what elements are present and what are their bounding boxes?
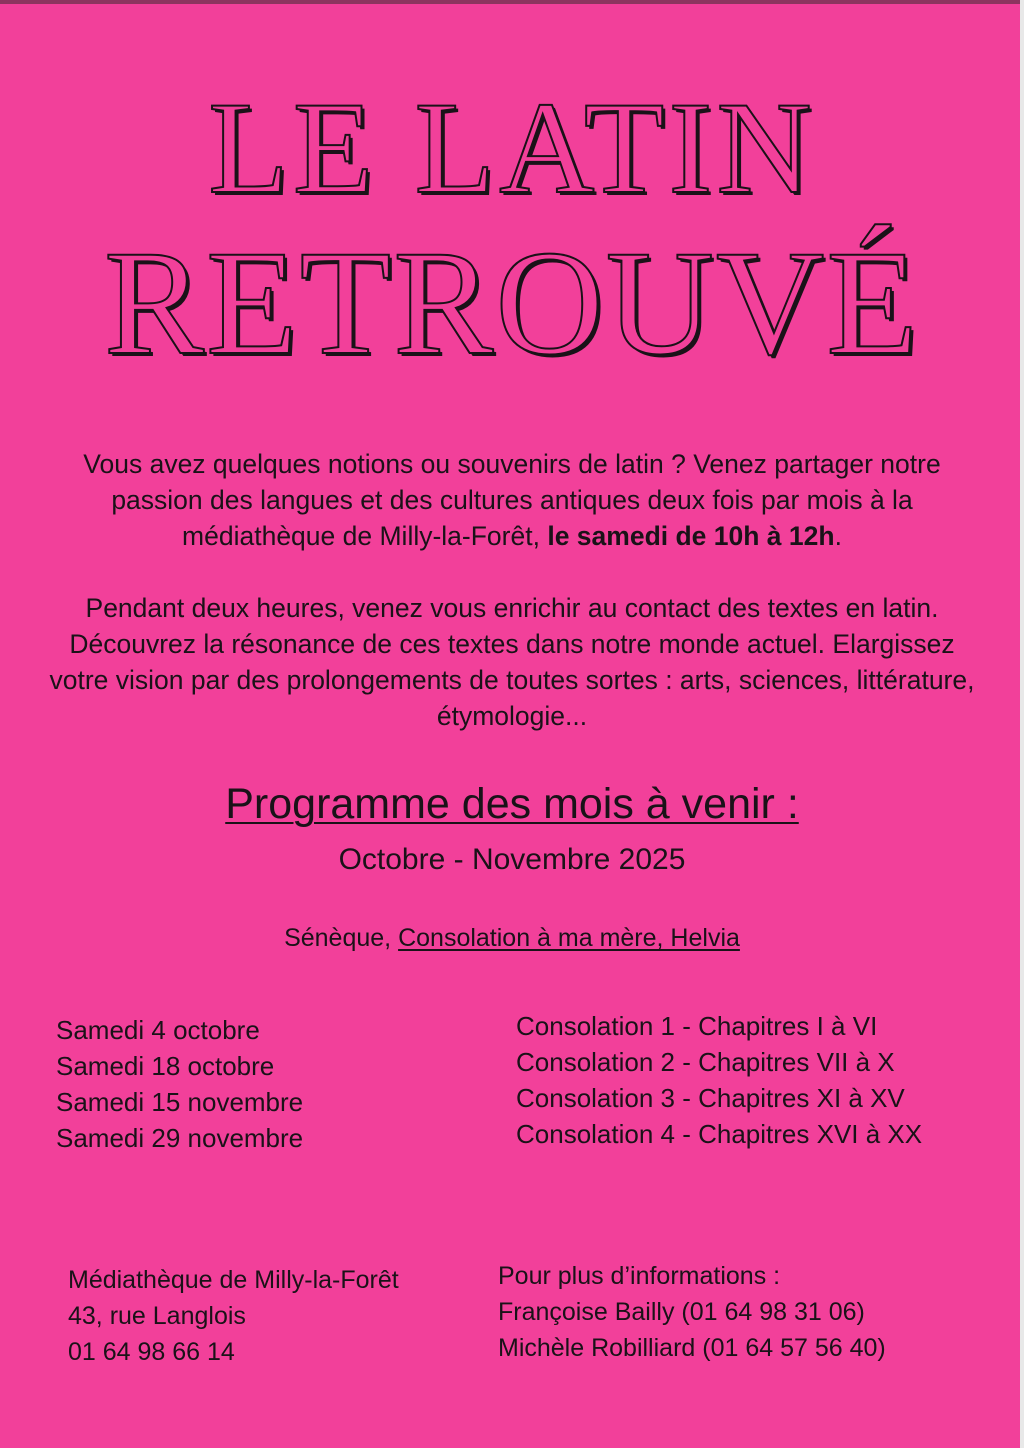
schedule-sessions bbox=[516, 1008, 996, 1152]
intro-text: Vous avez quelques notions ou souvenirs de latin ? Venez partager notre passion des langues et des cultures antiques deux fois par mois à la médiathèque de Milly-la-Forêt, bbox=[83, 449, 941, 551]
schedule-date: Samedi 18 octobre bbox=[56, 1051, 275, 1081]
contact-person: Michèle Robilliard (01 64 57 56 40) bbox=[498, 1334, 886, 1362]
venue-phone: 01 64 98 66 14 bbox=[68, 1338, 235, 1366]
schedule-date: Samedi 15 novembre bbox=[56, 1087, 304, 1117]
description-paragraph: Pendant deux heures, venez vous enrichir au contact des textes en latin. Découvrez la résonance de ces textes dans notre monde actuel. Elargissez votre vision par des prolongements de toutes sortes : arts, sciences, littérature, étymologie... bbox=[49, 593, 975, 731]
schedule-date: Samedi 29 novembre bbox=[56, 1123, 304, 1153]
work-title: Consolation à ma mère, Helvia bbox=[398, 924, 740, 952]
scan-edge-top bbox=[0, 0, 1024, 4]
intro-schedule-bold: le samedi de 10h à 12h bbox=[547, 521, 835, 551]
programme-period: Octobre - Novembre 2025 bbox=[338, 843, 686, 876]
intro-end: . bbox=[834, 521, 842, 551]
schedule-session: Consolation 2 - Chapitres VII à X bbox=[516, 1047, 895, 1077]
schedule-session: Consolation 3 - Chapitres XI à XV bbox=[516, 1083, 905, 1113]
venue-name: Médiathèque de Milly-la-Forêt bbox=[68, 1266, 399, 1294]
programme-heading-text: Programme des mois à venir : bbox=[225, 780, 799, 828]
contacts-label: Pour plus d’informations : bbox=[498, 1262, 781, 1290]
schedule-date: Samedi 4 octobre bbox=[56, 1015, 260, 1045]
venue-block bbox=[68, 1262, 488, 1370]
scan-edge-right bbox=[1020, 0, 1024, 1448]
schedule-session: Consolation 4 - Chapitres XVI à XX bbox=[516, 1119, 923, 1149]
title-line-1: LE LATIN bbox=[208, 74, 816, 221]
programme-work bbox=[0, 920, 1024, 956]
schedule-dates bbox=[56, 1012, 436, 1156]
title-line-2: RETROUVÉ bbox=[104, 220, 920, 386]
programme-heading bbox=[0, 776, 1024, 832]
contacts-block bbox=[498, 1258, 998, 1366]
work-author: Sénèque, bbox=[284, 924, 399, 952]
contact-person: Françoise Bailly (01 64 98 31 06) bbox=[498, 1298, 865, 1326]
intro-paragraph bbox=[40, 446, 984, 554]
venue-address: 43, rue Langlois bbox=[68, 1302, 246, 1330]
schedule-session: Consolation 1 - Chapitres I à VI bbox=[516, 1011, 878, 1041]
